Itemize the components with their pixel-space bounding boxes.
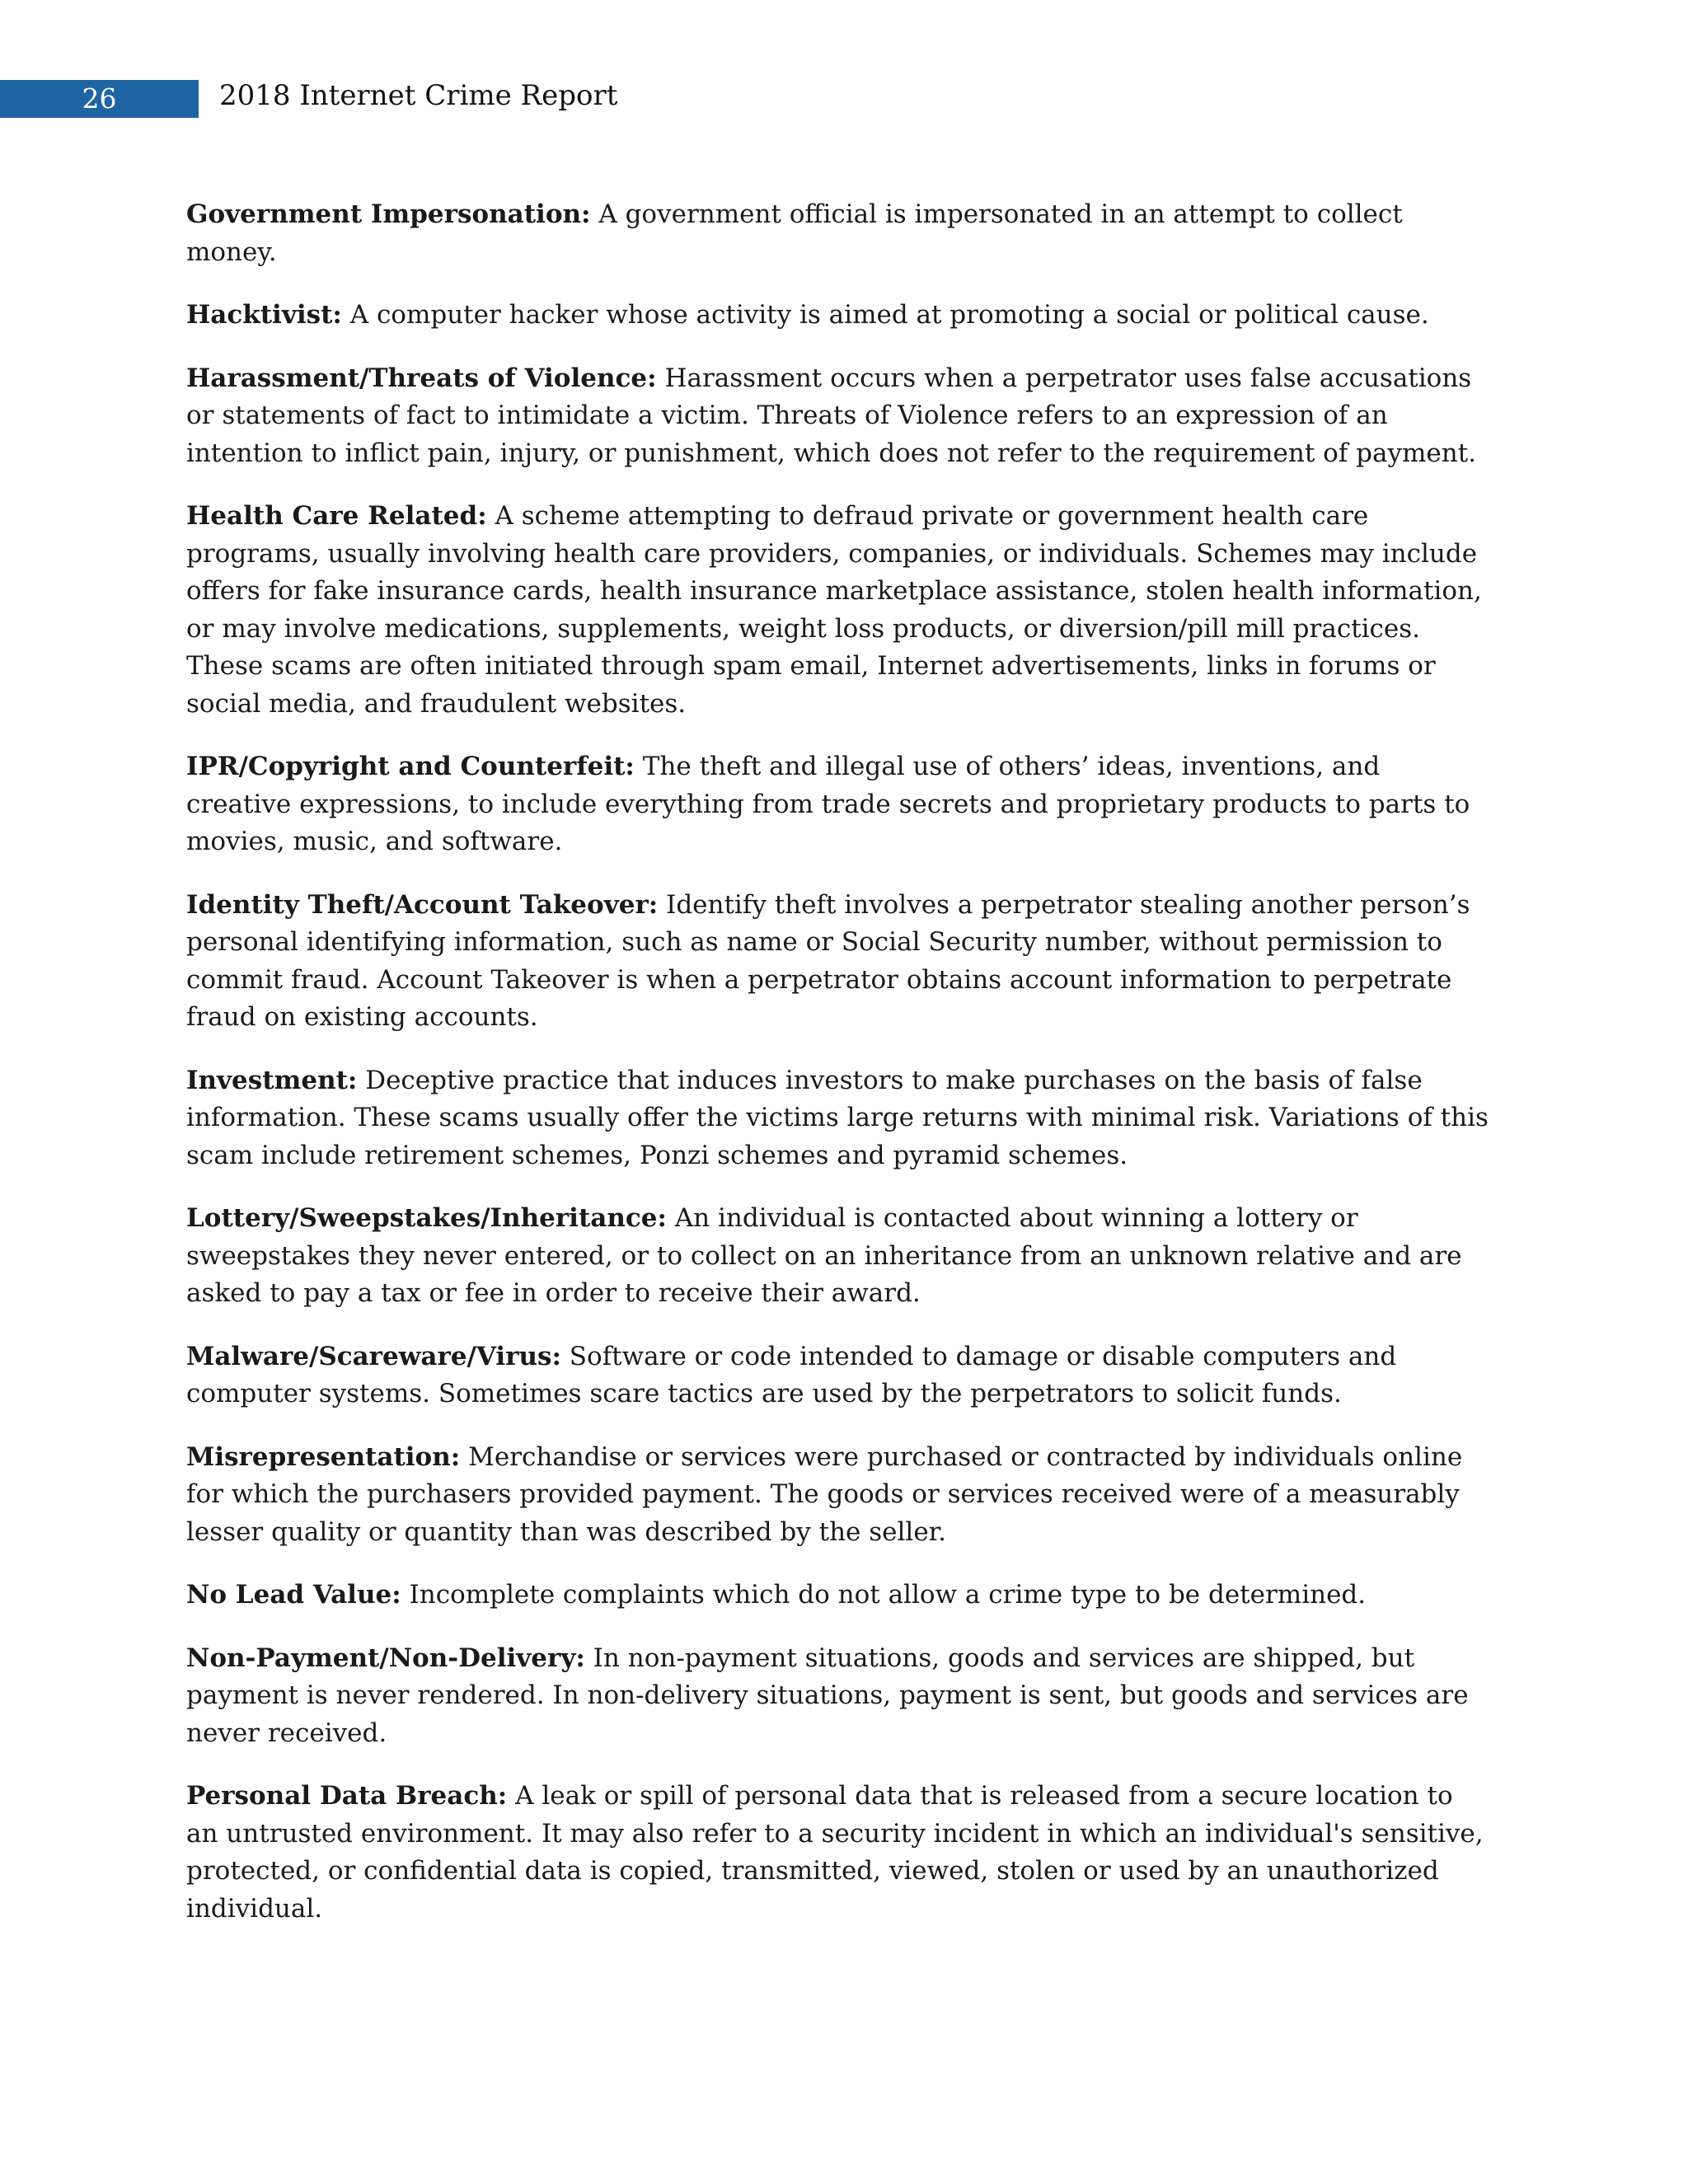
definition-term: Personal Data Breach: bbox=[186, 1781, 508, 1811]
definition-term: Investment: bbox=[186, 1065, 358, 1095]
definition-malware-scareware bbox=[186, 1338, 1489, 1413]
definition-term: Lottery/Sweepstakes/Inheritance: bbox=[186, 1203, 667, 1233]
definition-health-care-related bbox=[186, 498, 1489, 723]
definition-harassment-threats bbox=[186, 360, 1489, 473]
report-title: 2018 Internet Crime Report bbox=[219, 79, 618, 112]
definition-term: Hacktivist: bbox=[186, 300, 342, 330]
definition-text: A computer hacker whose activity is aimed at promoting a social or political cause. bbox=[349, 300, 1429, 330]
definition-hacktivist bbox=[186, 297, 1489, 335]
definition-text: The theft and illegal use of others’ ideas, inventions, and creative expressions, to include everything from trade secrets and proprietary products to parts to movies, music, and software. bbox=[186, 752, 1470, 856]
definition-identity-theft bbox=[186, 887, 1489, 1037]
definitions-list bbox=[186, 196, 1489, 1953]
definition-text: Merchandise or services were purchased or contracted by individuals online for which the purchasers provided payment. The goods or services received were of a measurably lesser quality or quantity than was described by the seller. bbox=[186, 1441, 1463, 1547]
definition-term: Identity Theft/Account Takeover: bbox=[186, 889, 659, 920]
definition-term: Misrepresentation: bbox=[186, 1441, 461, 1472]
definition-text: A scheme attempting to defraud private or government health care programs, usually involving health care providers, companies, or individuals. Schemes may include offers for fake insurance cards, health insurance marketplace assistance, stolen health information, or may involve medications, supplements, weight loss products, or diversion/pill mill practices. These scams are often initiated through spam email, Internet advertisements, links in forums or social media, and fraudulent websites. bbox=[186, 501, 1482, 719]
definition-lottery-sweepstakes bbox=[186, 1200, 1489, 1313]
definition-text: A leak or spill of personal data that is released from a secure location to an untrusted environment. It may also refer to a security incident in which an individual's sensitive, protected, or confidential data is copied, transmitted, viewed, stolen or used by an unauthorized individual. bbox=[186, 1781, 1484, 1924]
page-number: 26 bbox=[82, 82, 117, 115]
definition-text: Identify theft involves a perpetrator stealing another person’s personal identifying information, such as name or Social Security number, without permission to commit fraud. Account Takeover is when a perpetrator obtains account information to perpetrate fraud on existing accounts. bbox=[186, 889, 1470, 1032]
definition-ipr-copyright bbox=[186, 748, 1489, 861]
definition-text: Deceptive practice that induces investors to make purchases on the basis of false information. These scams usually offer the victims large returns with minimal risk. Variations of this scam include retirement schemes, Ponzi schemes and pyramid schemes. bbox=[186, 1065, 1489, 1170]
definition-non-payment bbox=[186, 1640, 1489, 1753]
definition-misrepresentation bbox=[186, 1439, 1489, 1552]
definition-term: Government Impersonation: bbox=[186, 199, 591, 229]
definition-term: Health Care Related: bbox=[186, 501, 487, 531]
definition-investment bbox=[186, 1062, 1489, 1175]
definition-text: An individual is contacted about winning a lottery or sweepstakes they never entered, or to collect on an inheritance from an unknown relative and are asked to pay a tax or fee in order to receive their award. bbox=[186, 1203, 1462, 1308]
definition-text: Software or code intended to damage or disable computers and computer systems. Sometimes scare tactics are used by the perpetrators to solicit funds. bbox=[186, 1341, 1397, 1408]
definition-text: Harassment occurs when a perpetrator uses false accusations or statements of fact to intimidate a victim. Threats of Violence refers to an expression of an intention to inflict pain, injury, or punishment, which does not refer to the requirement of payment. bbox=[186, 363, 1477, 468]
definition-text: A government official is impersonated in an attempt to collect money. bbox=[186, 199, 1403, 267]
page-number-bar bbox=[0, 80, 199, 118]
definition-term: Non-Payment/Non-Delivery: bbox=[186, 1643, 585, 1673]
definition-term: IPR/Copyright and Counterfeit: bbox=[186, 752, 635, 781]
definition-government-impersonation bbox=[186, 196, 1489, 271]
definition-term: No Lead Value: bbox=[186, 1580, 401, 1610]
definition-personal-data-breach bbox=[186, 1778, 1489, 1928]
definition-text: Incomplete complaints which do not allow a crime type to be determined. bbox=[409, 1580, 1367, 1610]
definition-text: In non-payment situations, goods and services are shipped, but payment is never rendered. In non-delivery situations, payment is sent, but goods and services are never received. bbox=[186, 1643, 1469, 1748]
definition-no-lead-value bbox=[186, 1577, 1489, 1615]
definition-term: Malware/Scareware/Virus: bbox=[186, 1341, 561, 1371]
definition-term: Harassment/Threats of Violence: bbox=[186, 363, 657, 393]
